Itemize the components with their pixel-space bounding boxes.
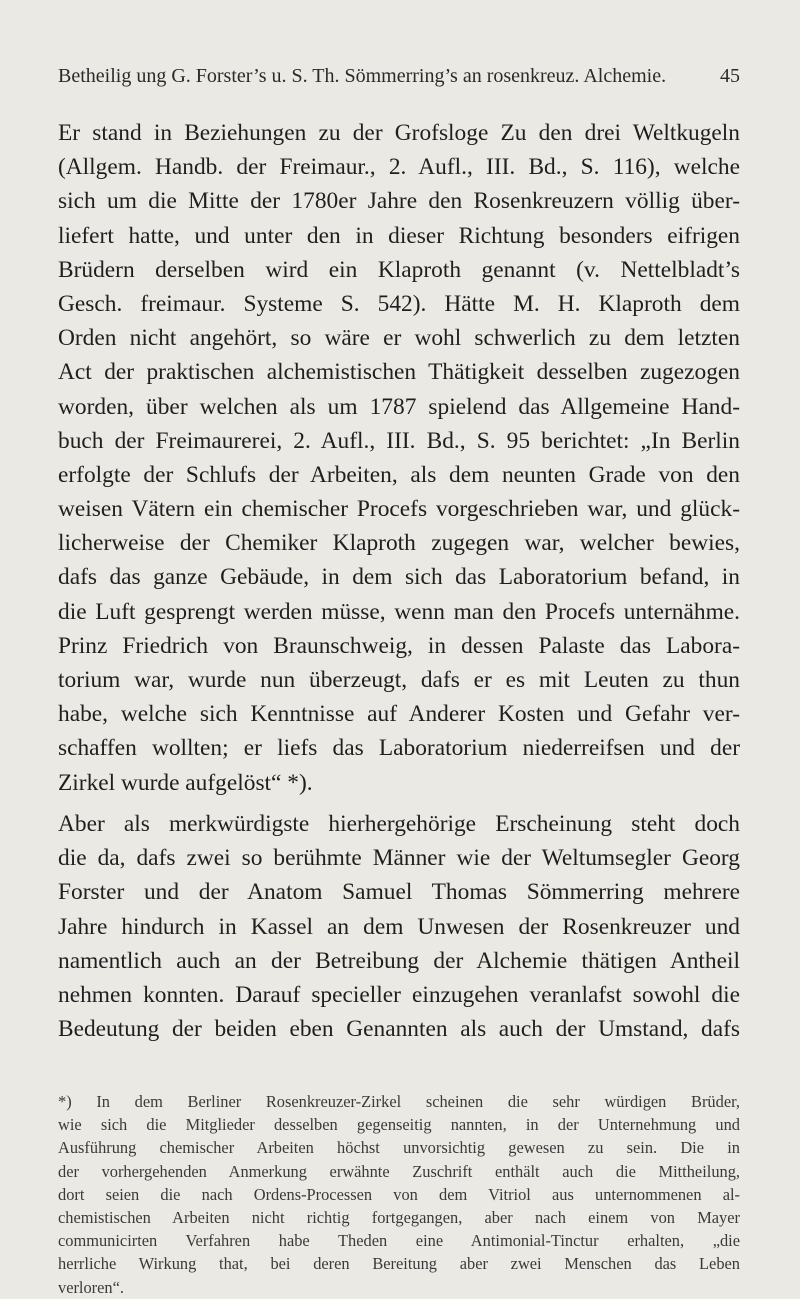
text-line: (Allgem. Handb. der Freimaur., 2. Aufl., III. Bd., S. 116), welche [58,154,740,181]
footnote-line: communicirten Verfahren habe Theden eine Antimonial-Tinctur erhalten, „die [58,1231,740,1251]
text-line: Prinz Friedrich von Braunschweig, in dessen Palaste das Labora- [58,632,740,659]
text-line: Aber als merkwürdigste hierhergehörige Erscheinung steht doch [58,811,740,837]
paragraph-1 [58,116,740,800]
footnote-line: Ausführung chemischer Arbeiten höchst unvorsichtig gewesen zu sein. Die in [58,1138,740,1158]
text-line: Jahre hindurch in Kassel an dem Unwesen der Rosenkreuzer und [58,913,740,940]
text-line: namentlich auch an der Betreibung der Alchemie thätigen Antheil [58,947,740,974]
footnote-line: dort seien die nach Ordens-Processen von dem Vitriol aus unternommenen al- [58,1184,740,1204]
footnote [58,1090,740,1299]
text-line: habe, welche sich Kenntnisse auf Anderer Kosten und Gefahr ver- [58,701,740,728]
text-line: liefert hatte, und unter den in dieser Richtung besonders eifrigen [58,222,740,249]
text-line: Brüdern derselben wird ein Klaproth genannt (v. Nettelbladt’s [58,256,740,283]
text-line: Er stand in Beziehungen zu der Grofsloge Zu den drei Weltkugeln [58,120,740,146]
text-line: weisen Vätern ein chemischer Procefs vorgeschrieben war, und glück- [58,496,740,523]
text-line: sich um die Mitte der 1780er Jahre den Rosenkreuzern völlig über- [58,188,740,215]
footnote-line: der vorhergehenden Anmerkung erwähnte Zuschrift enthält auch die Mittheilung, [58,1161,740,1181]
text-line: Act der praktischen alchemistischen Thätigkeit desselben zugezogen [58,359,740,386]
footnote-line: *) In dem Berliner Rosenkreuzer-Zirkel scheinen die sehr würdigen Brüder, [58,1092,740,1111]
text-line: Forster und der Anatom Samuel Thomas Sömmerring mehrere [58,879,740,906]
footnote-line: wie sich die Mitglieder desselben gegenseitig nannten, in der Unternehmung und [58,1115,740,1135]
text-line: erfolgte der Schlufs der Arbeiten, als dem neunten Grade von den [58,461,740,488]
text-line: dafs das ganze Gebäude, in dem sich das Laboratorium befand, in [58,564,740,591]
text-line: die Luft gesprengt werden müsse, wenn man den Procefs unternähme. [58,598,740,625]
running-head-title: Betheilig ung G. Forster’s u. S. Th. Sömmerring’s an rosenkreuz. Alchemie. [58,65,667,87]
footnote-line: chemistischen Arbeiten nicht richtig fortgegangen, aber nach einem von Mayer [58,1207,740,1227]
text-line: die da, dafs zwei so berühmte Männer wie der Weltumsegler Georg [58,845,740,872]
text-line: Zirkel wurde aufgelöst“ *). [58,769,313,796]
text-line: licherweise der Chemiker Klaproth zugegen war, welcher bewies, [58,530,740,557]
text-line: Gesch. freimaur. Systeme S. 542). Hätte M. H. Klaproth dem [58,290,740,317]
footnote-line: verloren“. [58,1277,124,1297]
text-line: schaffen wollten; er liefs das Laboratorium niederreifsen und der [58,735,740,762]
text-line: Bedeutung der beiden eben Genannten als auch der Umstand, dafs [58,1016,740,1043]
text-line: torium war, wurde nun überzeugt, dafs er es mit Leuten zu thun [58,667,740,693]
text-line: nehmen konnten. Darauf specieller einzugehen veranlafst sowohl die [58,981,740,1008]
text-line: Orden nicht angehört, so wäre er wohl schwerlich zu dem letzten [58,325,740,352]
text-line: buch der Freimaurerei, 2. Aufl., III. Bd., S. 95 berichtet: „In Berlin [58,427,740,454]
footnote-line: herrliche Wirkung that, bei deren Bereitung aber zwei Menschen das Leben [58,1254,740,1274]
page-number: 45 [720,65,740,87]
text-line: worden, über welchen als um 1787 spielend das Allgemeine Hand- [58,393,740,420]
paragraph-2 [58,807,740,1046]
